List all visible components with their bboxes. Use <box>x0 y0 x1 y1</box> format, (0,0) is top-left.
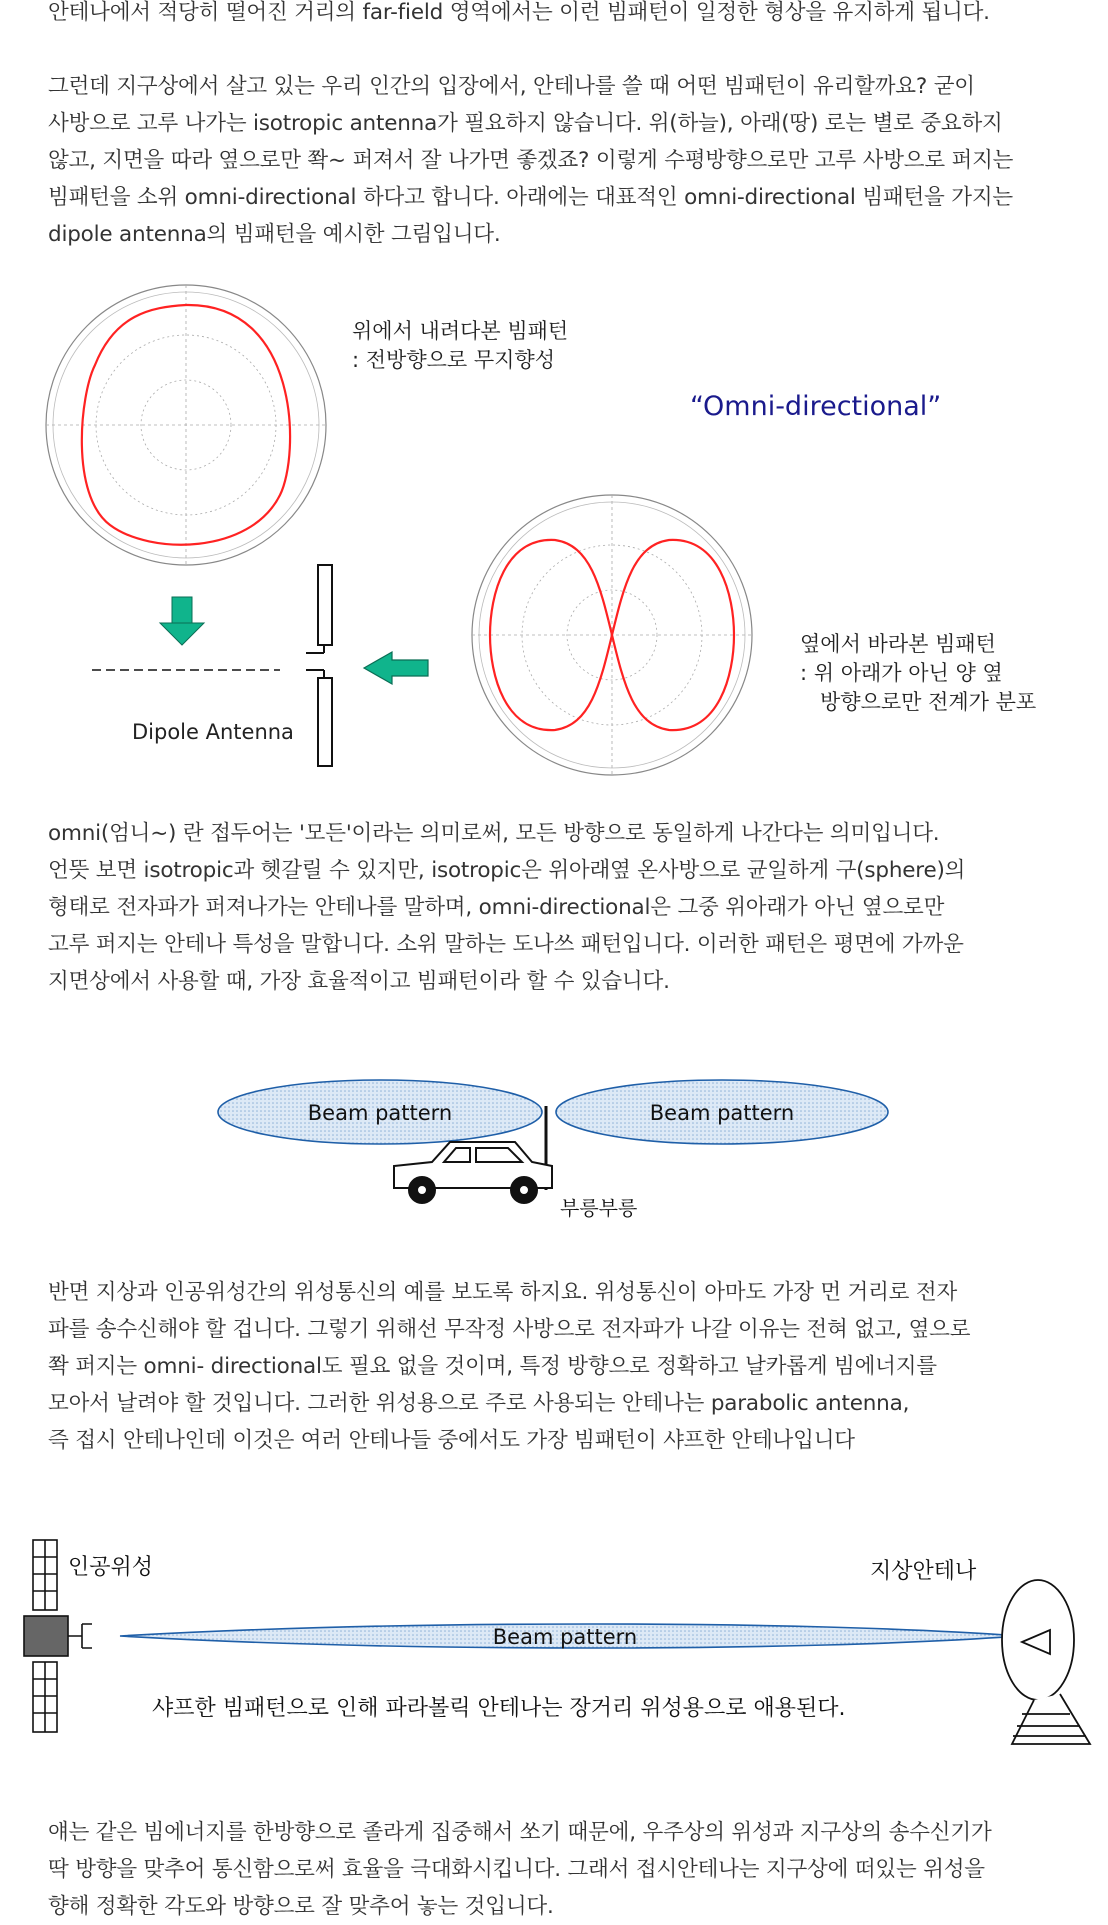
text-line: 형태로 전자파가 퍼져나가는 안테나를 말하며, omni-directional은 그중 위아래가 아닌 옆으로만 <box>48 895 945 920</box>
text-line: dipole antenna의 빔패턴을 예시한 그림입니다. <box>48 222 501 247</box>
side-view-sublabel-2: 방향으로만 전계가 분포 <box>820 690 1037 714</box>
text-line: 빔패턴을 소위 omni-directional 하다고 합니다. 아래에는 대표적인 omni-directional 빔패턴을 가지는 <box>48 185 1013 210</box>
text-line: 모아서 날려야 할 것입니다. 그러한 위성용으로 주로 사용되는 안테나는 parabolic antenna, <box>48 1391 910 1416</box>
down-arrow-icon <box>160 597 204 645</box>
text-line: 딱 방향을 맞추어 통신함으로써 효율을 극대화시킵니다. 그래서 접시안테나는 지구상에 떠있는 위성을 <box>48 1857 985 1882</box>
beam-label: Beam pattern <box>492 1625 638 1649</box>
paragraph-omni-meaning <box>48 815 1088 1000</box>
left-arrow-icon <box>364 652 428 684</box>
text-line: 그런데 지구상에서 살고 있는 우리 인간의 입장에서, 안테나를 쓸 때 어떤 빔패턴이 유리할까요? 굳이 <box>48 74 975 99</box>
paragraph-satellite <box>48 1274 1088 1459</box>
text-line: 파를 송수신해야 할 겁니다. 그렇기 위해선 무작정 사방으로 전자파가 나갈 이유는 전혀 없고, 옆으로 <box>48 1317 971 1342</box>
text-line: omni(엄니~) 란 접두어는 '모든'이라는 의미로써, 모든 방향으로 동일하게 나간다는 의미입니다. <box>48 821 940 846</box>
top-view-label: 위에서 내려다본 빔패턴 <box>352 319 569 343</box>
top-view-sublabel: : 전방향으로 무지향성 <box>352 348 555 372</box>
text-line: 사방으로 고루 나가는 isotropic antenna가 필요하지 않습니다. 위(하늘), 아래(땅) 로는 별로 중요하지 <box>48 111 1003 136</box>
text-line: 쫙 퍼지는 omni- directional도 필요 없을 것이며, 특정 방향으로 정확하고 날카롭게 빔에너지를 <box>48 1354 937 1379</box>
text-line: 지면상에서 사용할 때, 가장 효율적이고 빔패턴이라 할 수 있습니다. <box>48 969 670 994</box>
text-line: 않고, 지면을 따라 옆으로만 쫙~ 퍼져서 잘 나가면 좋겠죠? 이렇게 수평방향으로만 고루 사방으로 퍼지는 <box>48 148 1014 173</box>
satellite-caption: 샤프한 빔패턴으로 인해 파라볼릭 안테나는 장거리 위성용으로 애용된다. <box>152 1696 846 1721</box>
car-sound-label: 부릉부릉 <box>560 1196 638 1220</box>
beam-label-left: Beam pattern <box>307 1101 453 1125</box>
ground-antenna-label: 지상안테나 <box>870 1559 977 1584</box>
beam-label-right: Beam pattern <box>649 1101 795 1125</box>
text-line: 향해 정확한 각도와 방향으로 잘 맞추어 놓는 것입니다. <box>48 1894 554 1919</box>
paragraph-omni-intro <box>48 68 1088 253</box>
satellite-label: 인공위성 <box>68 1555 154 1580</box>
text-line: 반면 지상과 인공위성간의 위성통신의 예를 보도록 하지요. 위성통신이 아마도 가장 먼 거리로 전자 <box>48 1280 958 1305</box>
polar-plot-side-view <box>472 495 752 775</box>
figure-dipole-beam-pattern <box>0 275 1108 795</box>
paragraph-parabolic-efficiency <box>48 1814 1088 1925</box>
car-icon <box>394 1142 552 1203</box>
dipole-antenna-label: Dipole Antenna <box>132 720 294 744</box>
text-line: 즉 접시 안테나인데 이것은 여러 안테나들 중에서도 가장 빔패턴이 샤프한 안테나입니다 <box>48 1428 855 1453</box>
figure-car-beam-pattern <box>0 1070 1108 1230</box>
text-line: 안테나에서 적당히 떨어진 거리의 far-field 영역에서는 이런 빔패턴이 일정한 형상을 유지하게 됩니다. <box>48 0 990 25</box>
text-line: 고루 퍼지는 안테나 특성을 말합니다. 소위 말하는 도나쓰 패턴입니다. 이러한 패턴은 평면에 가까운 <box>48 932 964 957</box>
dipole-antenna-icon <box>306 565 332 766</box>
figure-satellite-link <box>0 1530 1108 1750</box>
text-line: 언뜻 보면 isotropic과 헷갈릴 수 있지만, isotropic은 위아래옆 온사방으로 균일하게 구(sphere)의 <box>48 858 966 883</box>
omni-directional-title: “Omni-directional” <box>690 391 942 422</box>
side-view-label: 옆에서 바라본 빔패턴 <box>800 632 996 656</box>
paragraph-far-field <box>48 0 1088 31</box>
text-line: 얘는 같은 빔에너지를 한방향으로 졸라게 집중해서 쏘기 때문에, 우주상의 위성과 지구상의 송수신기가 <box>48 1820 992 1845</box>
parabolic-antenna-icon <box>1002 1580 1090 1744</box>
polar-plot-top-view <box>46 285 326 565</box>
side-view-sublabel: : 위 아래가 아닌 양 옆 <box>800 661 1003 685</box>
